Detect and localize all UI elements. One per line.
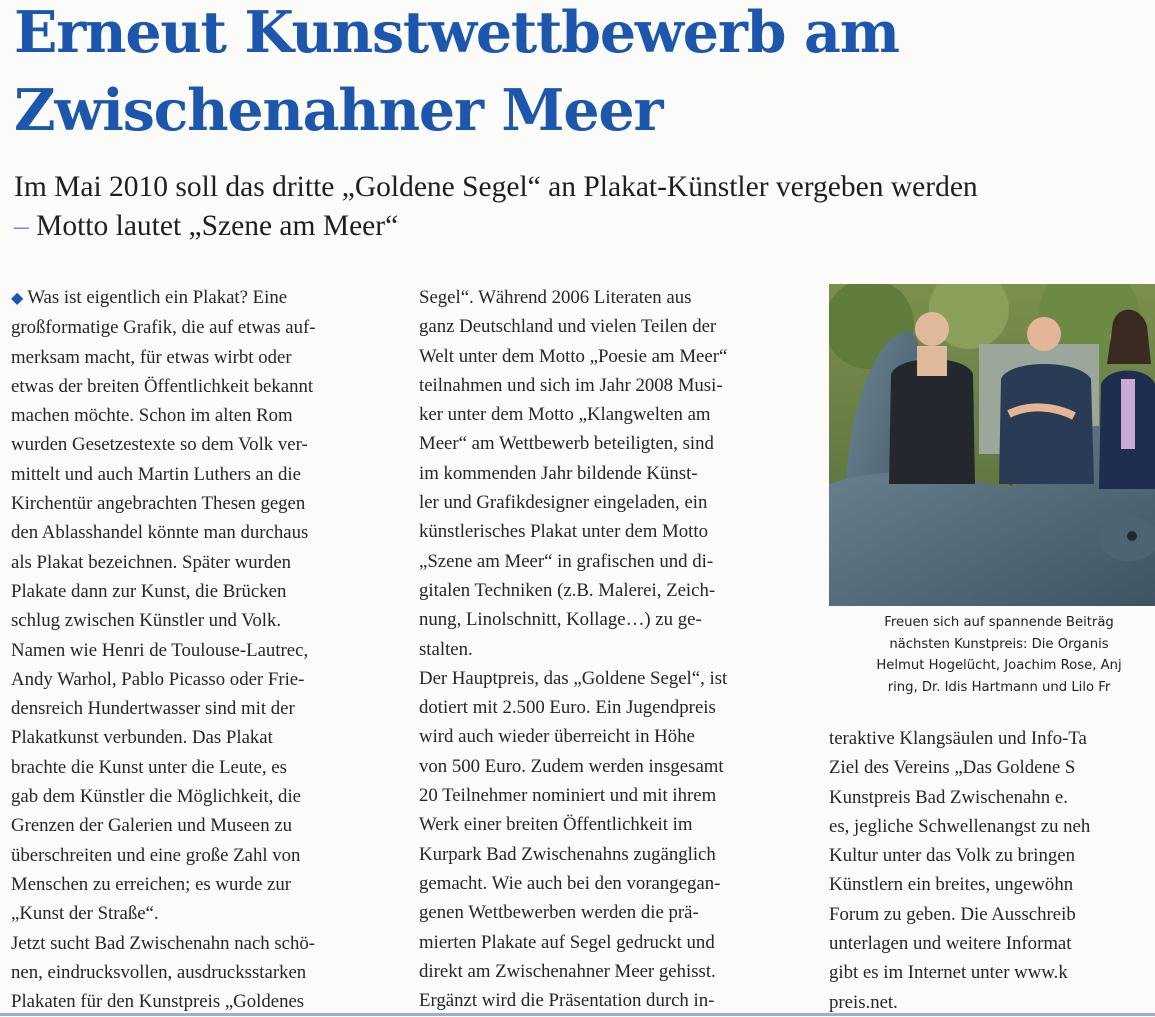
text-line [11, 283, 393, 313]
text-line: gemacht. Wie auch bei den vorangegan- [419, 872, 721, 894]
headline [14, 0, 899, 150]
text-line: Forum zu geben. Die Ausschreib [829, 903, 1076, 925]
text-line: unterlagen und weitere Informat [829, 933, 1072, 955]
text-line: genen Wettbewerben werden die prä- [419, 902, 699, 924]
text-line: ler und Grafikdesigner eingeladen, ein [419, 492, 708, 514]
headline-line-1: Erneut Kunstwettbewerb am [14, 0, 899, 66]
text-line: Jetzt sucht Bad Zwischenahn nach schö- [11, 932, 316, 954]
subheadline-line-1: Im Mai 2010 soll das dritte „Goldene Segel“ an Plakat-Künstler vergeben werden [14, 171, 978, 203]
text-line: überschreiten und eine große Zahl von [11, 844, 301, 866]
text-line: mierten Plakate auf Segel gedruckt und [419, 931, 715, 953]
article-photo [829, 284, 1155, 606]
text-line: großformatige Grafik, die auf etwas auf- [11, 317, 316, 339]
text-line: preis.net. [829, 991, 898, 1013]
text-line: stalten. [419, 638, 473, 660]
text-line: Plakatkunst verbunden. Das Plakat [11, 727, 273, 749]
text-line: machen möchte. Schon im alten Rom [11, 405, 293, 427]
text-line: als Plakat bezeichnen. Später wurden [11, 551, 292, 573]
text-line: dotiert mit 2.500 Euro. Ein Jugendpreis [419, 697, 716, 719]
text-line: schlug zwischen Künstler und Volk. [11, 610, 282, 632]
text-line: „Szene am Meer“ in grafischen und di- [419, 550, 714, 572]
text-line: Künstlern ein breites, ungewöhn [829, 874, 1074, 896]
text-line: densreich Hundertwasser sind mit der [11, 698, 295, 720]
text-line: Menschen zu erreichen; es wurde zur [11, 873, 292, 895]
text-line: Ergänzt wird die Präsentation durch in- [419, 990, 715, 1012]
text-line: Kirchentür angebrachten Thesen gegen [11, 493, 306, 515]
text-line: Kurpark Bad Zwischenahns zugänglich [419, 843, 716, 865]
text-line: Der Hauptpreis, das „Goldene Segel“, ist [419, 667, 728, 689]
text-line: nen, eindrucksvollen, ausdrucksstarken [11, 961, 307, 983]
text-line: wurden Gesetzestexte so dem Volk ver- [11, 434, 308, 456]
text-line: den Ablasshandel könnte man durchaus [11, 522, 309, 544]
caption-line: ring, Dr. Idis Hartmann und Lilo Fr [887, 679, 1111, 695]
text-line: 20 Teilnehmer nominiert und mit ihrem [419, 785, 717, 807]
text-line: ker unter dem Motto „Klangwelten am [419, 404, 711, 426]
text-line: Namen wie Henri de Toulouse-Lautrec, [11, 639, 309, 661]
caption-line: Helmut Hogelücht, Joachim Rose, Anj [876, 658, 1122, 673]
text-line: Plakate dann zur Kunst, die Brücken [11, 580, 287, 602]
text-line: Segel“. Während 2006 Literaten aus [419, 287, 692, 308]
text-line: von 500 Euro. Zudem werden insgesamt [419, 755, 724, 777]
text-line: Kultur unter das Volk zu bringen [829, 845, 1076, 867]
text-line: gab dem Künstler die Möglichkeit, die [11, 786, 301, 808]
text-line: mittelt und auch Martin Luthers an die [11, 463, 301, 485]
subheadline-line-2: Motto lautet „Szene am Meer“ [36, 210, 399, 242]
text-line: teraktive Klangsäulen und Info-Ta [829, 728, 1087, 749]
text-line: wird auch wieder überreicht in Höhe [419, 726, 695, 748]
bullet-diamond-icon: ◆ [11, 290, 24, 307]
caption-line: nächsten Kunstpreis: Die Organis [889, 636, 1109, 652]
text-line: direkt am Zwischenahner Meer gehisst. [419, 960, 716, 982]
text-line: Kunstpreis Bad Zwischenahn e. [829, 786, 1068, 808]
text-line: brachte die Kunst unter die Leute, es [11, 756, 287, 778]
text-line: ganz Deutschland und vielen Teilen der [419, 316, 717, 338]
text-line: gitalen Techniken (z.B. Malerei, Zeich- [419, 579, 716, 601]
text-line-content: Was ist eigentlich ein Plakat? Eine [27, 287, 288, 308]
article-column-1 [11, 283, 393, 1016]
text-line: Plakaten für den Kunstpreis „Goldenes [11, 991, 305, 1013]
text-line: Grenzen der Galerien und Museen zu [11, 815, 293, 837]
article-column-3 [829, 724, 1155, 1017]
text-line: Ziel des Vereins „Das Goldene S [829, 757, 1076, 779]
headline-line-2: Zwischenahner Meer [14, 77, 663, 144]
text-line: Meer“ am Wettbewerb beteiligten, sind [419, 433, 714, 455]
text-line: teilnahmen und sich im Jahr 2008 Musi- [419, 374, 723, 396]
text-line: gibt es im Internet unter www.k [829, 962, 1068, 984]
subheadline-dash: – [14, 210, 29, 242]
photo-caption [829, 612, 1155, 698]
text-line: „Kunst der Straße“. [11, 903, 159, 925]
text-line: Welt unter dem Motto „Poesie am Meer“ [419, 345, 728, 367]
photo-illustration [829, 284, 1155, 606]
text-line: etwas der breiten Öffentlichkeit bekannt [11, 375, 314, 397]
caption-line: Freuen sich auf spannende Beiträg [884, 615, 1114, 630]
text-line: Andy Warhol, Pablo Picasso oder Frie- [11, 668, 305, 690]
text-line: künstlerisches Plakat unter dem Motto [419, 521, 708, 543]
text-line: im kommenden Jahr bildende Künst- [419, 462, 698, 484]
article-column-2 [419, 283, 803, 1015]
text-line: nung, Linolschnitt, Kollage…) zu ge- [419, 609, 702, 631]
subheadline [14, 168, 1154, 246]
text-line: es, jegliche Schwellenangst zu neh [829, 815, 1091, 837]
text-line: Werk einer breiten Öffentlichkeit im [419, 814, 693, 836]
text-line: merksam macht, für etwas wirbt oder [11, 346, 292, 368]
